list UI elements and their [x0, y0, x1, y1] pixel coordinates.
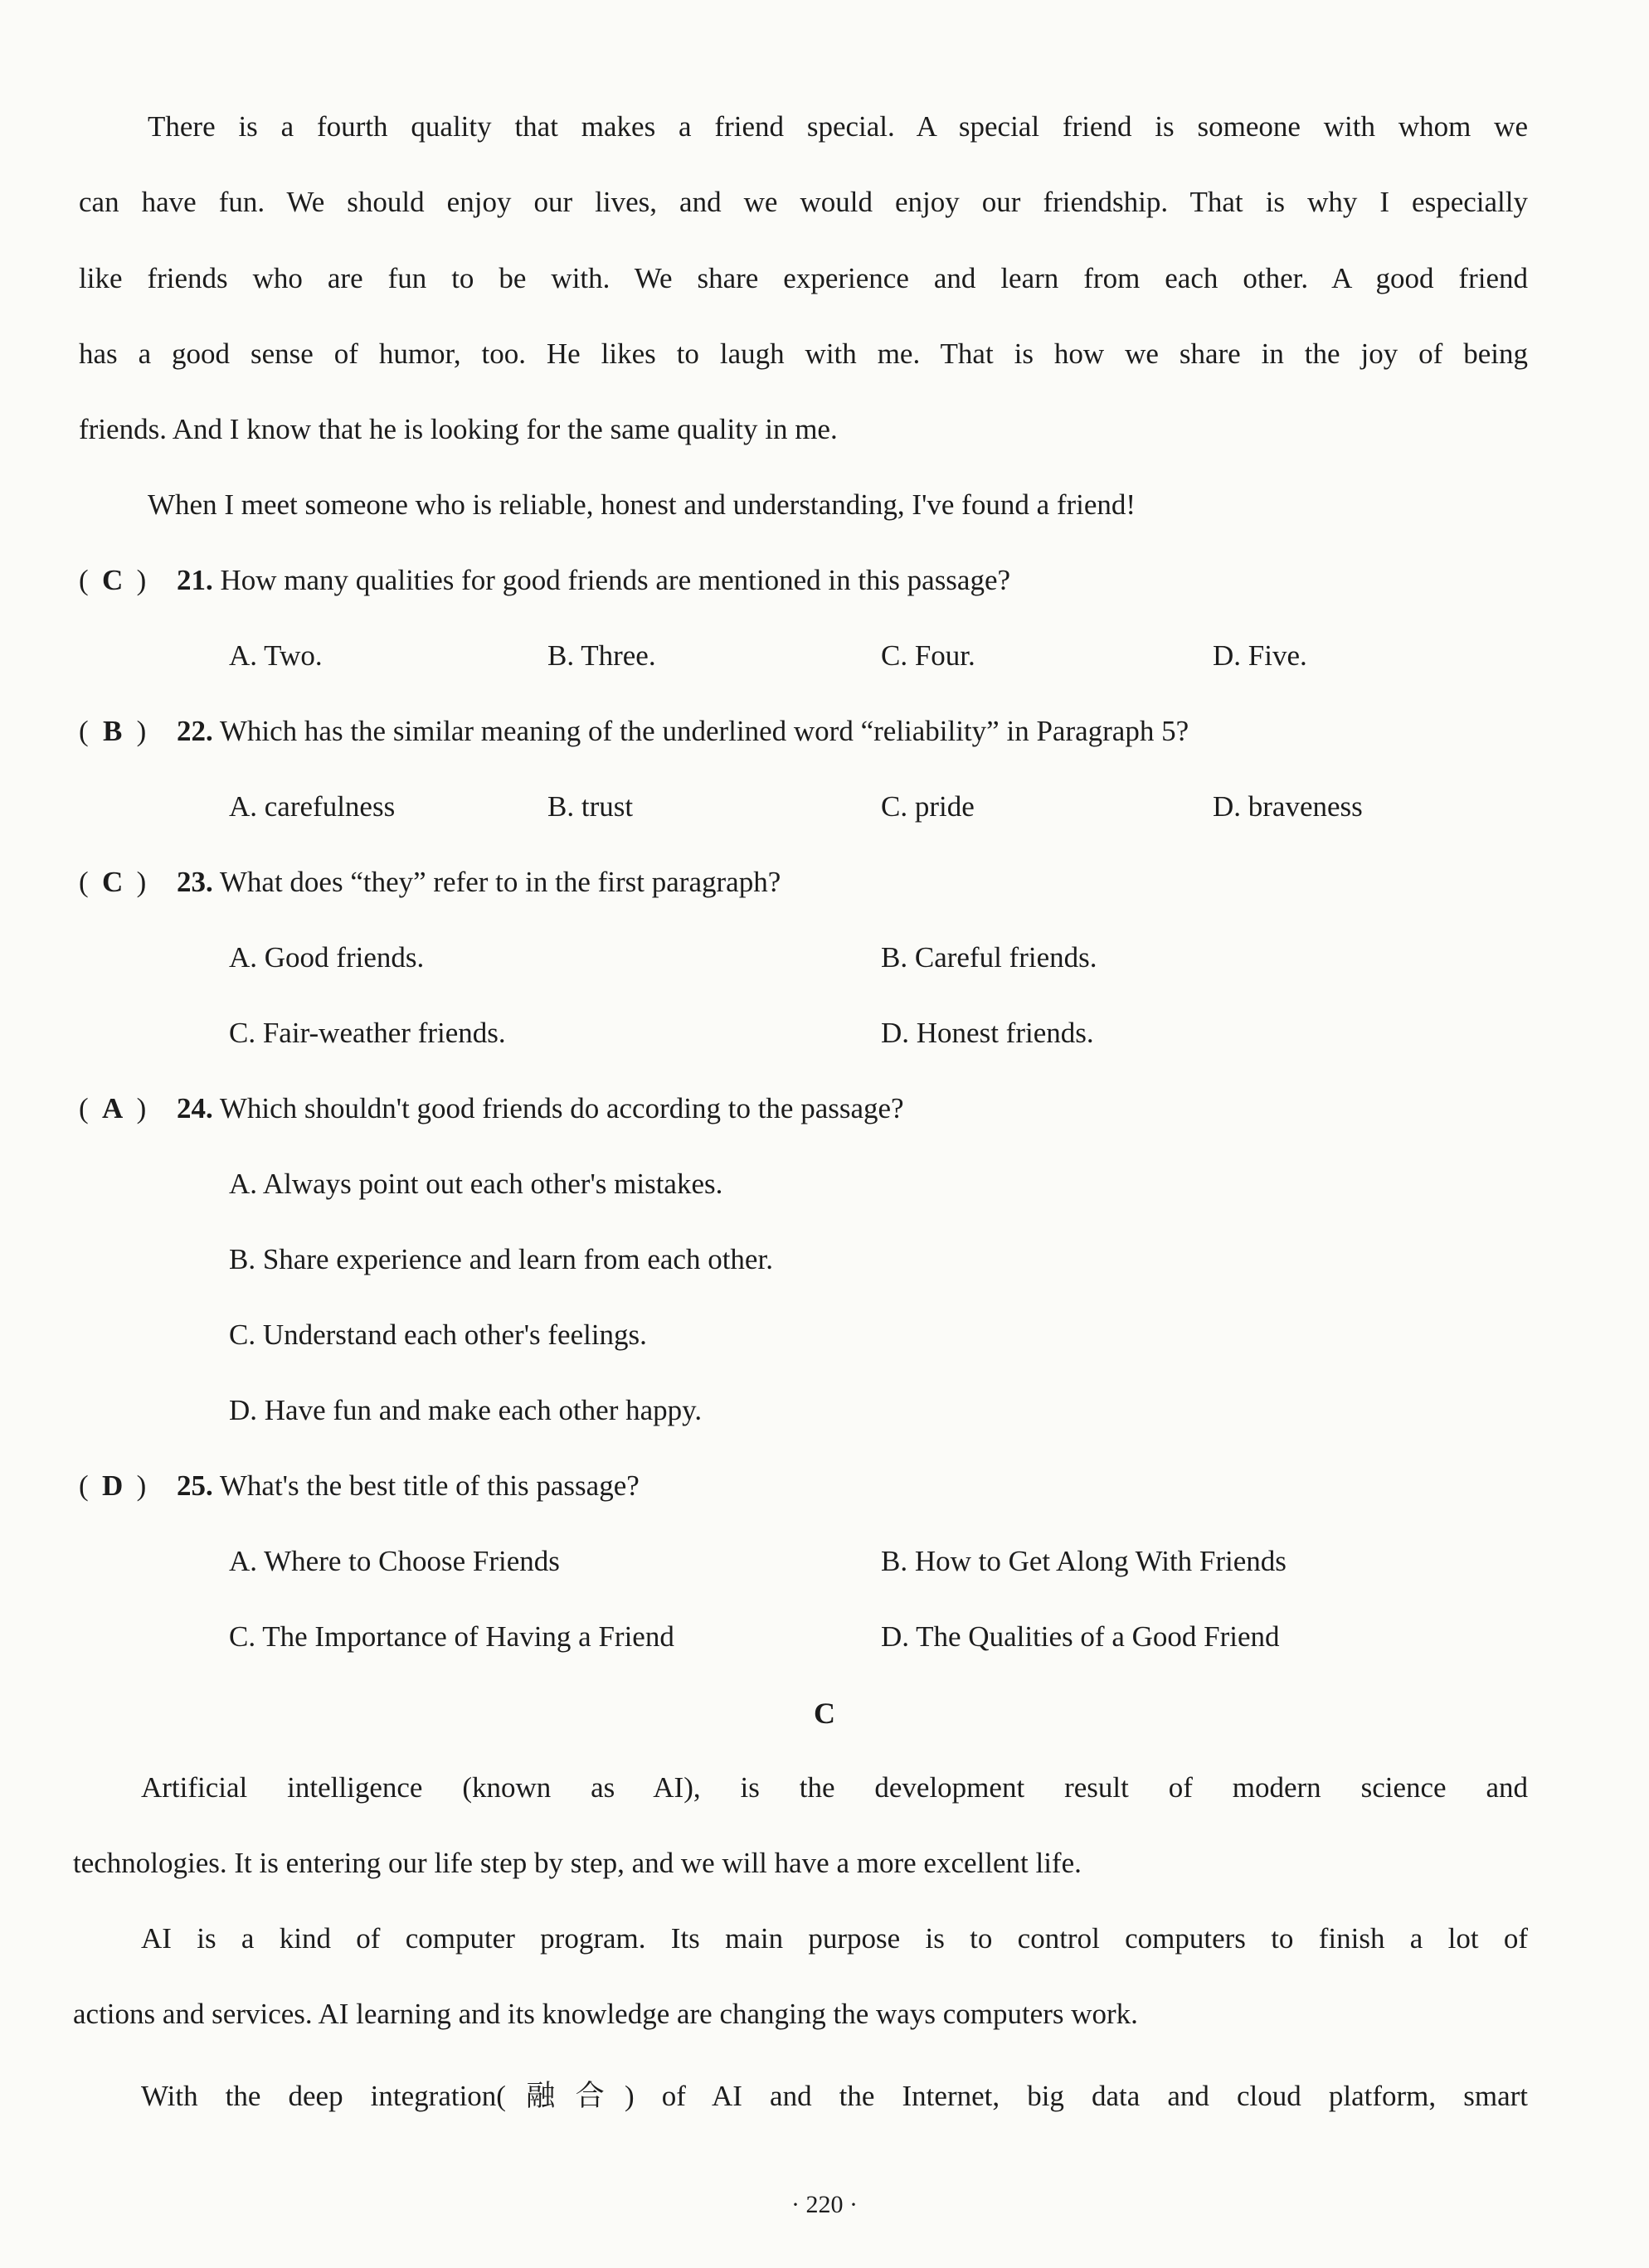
question-text: Which has the similar meaning of the underlined word “reliability” in Paragraph 5?: [219, 715, 1189, 747]
answer-letter: D: [102, 1469, 124, 1502]
paragraph-line: has a good sense of humor, too. He likes to laugh with me. That is how we share in the joy of being: [79, 338, 1528, 370]
paragraph-line: technologies. It is entering our life step by step, and we will have a more excellent life.: [73, 1847, 1082, 1879]
answer-bracket: ( A ): [79, 1092, 147, 1124]
option-c: C. The Importance of Having a Friend: [229, 1620, 674, 1653]
option-b: B. Three.: [547, 639, 656, 672]
paragraph-line: Artificial intelligence (known as AI), is the development result of modern science and: [141, 1771, 1528, 1804]
option-b: B. How to Get Along With Friends: [881, 1545, 1287, 1577]
question-number: 24.: [177, 1092, 213, 1124]
option-d: D. The Qualities of a Good Friend: [881, 1620, 1280, 1653]
option-c: C. pride: [881, 790, 975, 823]
option-a: A. Good friends.: [229, 941, 425, 974]
question-22: [79, 715, 1189, 748]
paragraph-line: There is a fourth quality that makes a friend special. A special friend is someone with whom we: [148, 110, 1528, 143]
question-text: Which shouldn't good friends do according to the passage?: [219, 1092, 904, 1124]
answer-bracket: ( C ): [79, 564, 147, 596]
option-d: D. braveness: [1213, 790, 1363, 823]
option-b: B. trust: [547, 790, 634, 823]
paragraph-line: AI is a kind of computer program. Its main purpose is to control computers to finish a lot of: [141, 1922, 1528, 1955]
question-23: [79, 866, 781, 899]
question-number: 25.: [177, 1469, 213, 1502]
paragraph-line: When I meet someone who is reliable, honest and understanding, I've found a friend!: [148, 488, 1136, 521]
paragraph-line: With the deep integration(融合) of AI and the Internet, big data and cloud platform, smart: [141, 2080, 1528, 2112]
option-d: D. Honest friends.: [881, 1017, 1094, 1049]
question-24: [79, 1092, 904, 1125]
option-c: C. Understand each other's feelings.: [229, 1319, 647, 1351]
paragraph-line: like friends who are fun to be with. We share experience and learn from each other. A good friend: [79, 262, 1528, 294]
answer-letter: C: [102, 564, 124, 596]
answer-letter: C: [102, 866, 124, 898]
option-d: D. Five.: [1213, 639, 1307, 672]
answer-bracket: ( B ): [79, 715, 147, 747]
question-21: [79, 564, 1010, 597]
option-c: C. Four.: [881, 639, 975, 672]
page-number: · 220 ·: [791, 2191, 858, 2218]
option-a: A. Always point out each other's mistakes.: [229, 1168, 723, 1200]
question-number: 22.: [177, 715, 213, 747]
question-text: What's the best title of this passage?: [219, 1469, 640, 1502]
option-c: C. Fair-weather friends.: [229, 1017, 506, 1049]
option-b: B. Share experience and learn from each other.: [229, 1243, 773, 1275]
question-25: [79, 1469, 640, 1503]
paragraph-line: actions and services. AI learning and its knowledge are changing the ways computers work.: [73, 1998, 1138, 2030]
question-number: 23.: [177, 866, 213, 898]
paragraph-line: friends. And I know that he is looking for the same quality in me.: [79, 413, 838, 445]
option-d: D. Have fun and make each other happy.: [229, 1394, 703, 1426]
option-b: B. Careful friends.: [881, 941, 1097, 974]
question-text: How many qualities for good friends are mentioned in this passage?: [220, 564, 1011, 596]
answer-bracket: ( D ): [79, 1469, 147, 1502]
section-heading: C: [814, 1697, 835, 1730]
answer-bracket: ( C ): [79, 866, 147, 898]
paragraph-line: can have fun. We should enjoy our lives, and we would enjoy our friendship. That is why I especially: [79, 186, 1528, 218]
question-number: 21.: [177, 564, 213, 596]
question-text: What does “they” refer to in the first paragraph?: [219, 866, 781, 898]
option-a: A. Two.: [229, 639, 323, 672]
answer-letter: A: [102, 1092, 124, 1124]
option-a: A. Where to Choose Friends: [229, 1545, 560, 1577]
answer-letter: B: [102, 715, 123, 747]
option-a: A. carefulness: [229, 790, 396, 823]
